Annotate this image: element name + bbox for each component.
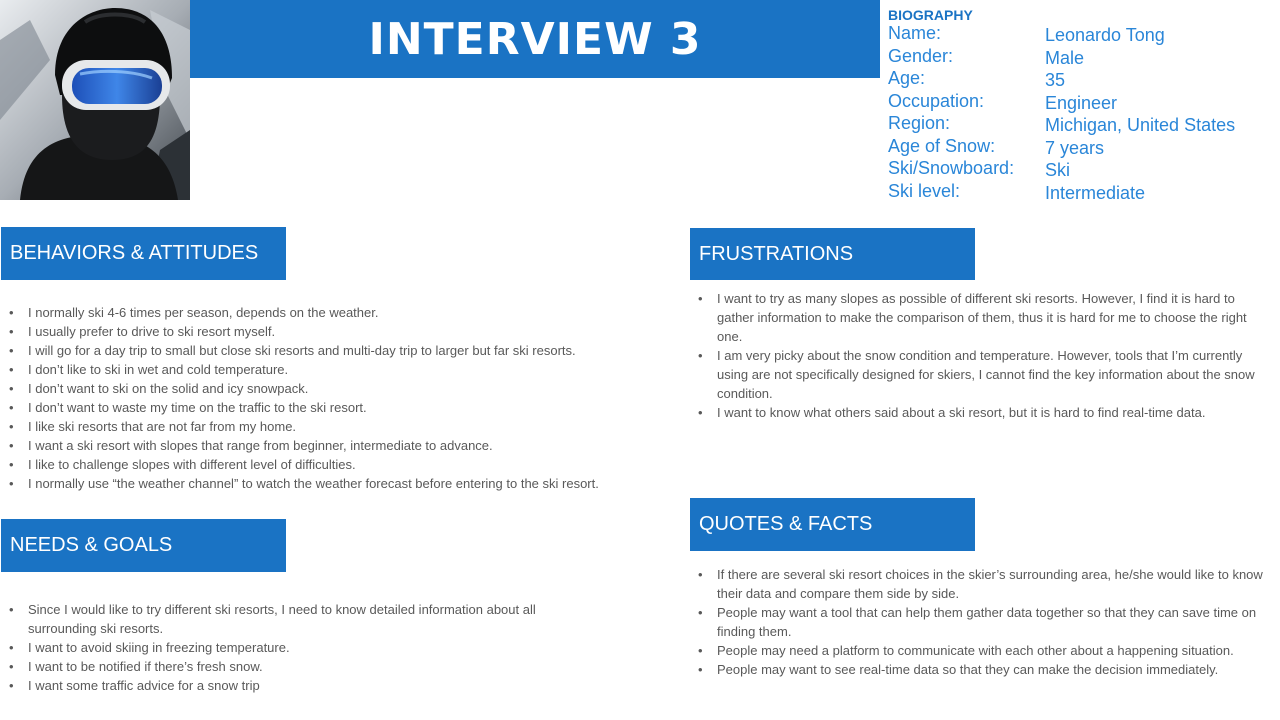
bio-label: Age: [888,68,926,88]
bio-row-age-of-snow [888,137,1278,160]
biography-heading: BIOGRAPHY [888,7,973,23]
bio-label: Ski/Snowboard: [888,158,1015,178]
frustrations-heading: FRUSTRATIONS [690,228,975,280]
frustrations-list [698,289,1270,422]
behaviors-heading: BEHAVIORS & ATTITUDES [1,227,286,280]
skier-portrait-image [0,0,190,200]
list-item: • People may want to see real-time data so that they can make the decision immediately. [698,660,1270,679]
bio-row-gender [888,47,1278,70]
list-item: • If there are several ski resort choices in the skier’s surrounding area, he/she would like to know their data and compare them side by side. [698,565,1270,603]
list-item: • I want a ski resort with slopes that range from beginner, intermediate to advance. [9,436,659,455]
list-item: • I usually prefer to drive to ski resort myself. [9,322,659,341]
page-title: INTERVIEW 3 [368,13,702,65]
bio-row-ski-snowboard [888,159,1278,182]
list-item: • Since I would like to try different ski resorts, I need to know detailed information about all surrounding ski resorts. [9,600,589,638]
bio-row-occupation [888,92,1278,115]
profile-photo [0,0,190,200]
bio-value: Leonardo Tong [1045,25,1165,45]
list-item: • I normally use “the weather channel” to watch the weather forecast before entering to the ski resort. [9,474,659,493]
list-item: • I want to know what others said about a ski resort, but it is hard to find real-time data. [698,403,1270,422]
bio-value: 35 [1045,70,1066,90]
bio-label: Name: [888,23,942,43]
list-item: • I am very picky about the snow condition and temperature. However, tools that I’m currently using are not specifically designed for skiers, I cannot find the key information about the snow condition. [698,346,1270,403]
bio-row-name [888,24,1278,47]
bio-row-age [888,69,1278,92]
bio-label: Gender: [888,45,954,66]
biography-panel [888,6,1278,204]
bio-value: 7 years [1045,137,1105,158]
quotes-heading: QUOTES & FACTS [690,498,975,551]
list-item: • I don’t want to ski on the solid and icy snowpack. [9,379,659,398]
bio-value: Male [1045,47,1085,68]
bio-row-ski-level [888,182,1278,205]
list-item: • People may need a platform to communicate with each other about a happening situation. [698,641,1270,660]
bio-label: Age of Snow: [888,135,996,156]
behaviors-list [9,303,659,493]
list-item: • I want some traffic advice for a snow trip [9,676,589,695]
list-item: • I want to avoid skiing in freezing temperature. [9,638,589,657]
list-item: • I like ski resorts that are not far from my home. [9,417,659,436]
bio-label: Occupation: [888,90,985,111]
bio-label: Ski level: [888,180,961,201]
quotes-list [698,565,1270,679]
bio-value: Intermediate [1045,182,1146,203]
list-item: • I will go for a day trip to small but close ski resorts and multi-day trip to larger but far ski resorts. [9,341,659,360]
bio-value: Engineer [1045,92,1118,113]
list-item: • I normally ski 4-6 times per season, depends on the weather. [9,303,659,322]
bio-row-region [888,114,1278,137]
list-item: • I like to challenge slopes with different level of difficulties. [9,455,659,474]
list-item: • I want to try as many slopes as possible of different ski resorts. However, I find it is hard to gather information to make the comparison of them, thus it is hard for me to choose the right one. [698,289,1270,346]
title-banner [190,0,880,78]
bio-value: Ski [1045,160,1071,180]
bio-label: Region: [888,113,951,133]
list-item: • I don’t want to waste my time on the traffic to the ski resort. [9,398,659,417]
list-item: • People may want a tool that can help them gather data together so that they can save time on finding them. [698,603,1270,641]
needs-list [9,600,589,695]
needs-heading: NEEDS & GOALS [1,519,286,572]
list-item: • I don’t like to ski in wet and cold temperature. [9,360,659,379]
list-item: • I want to be notified if there’s fresh snow. [9,657,589,676]
bio-value: Michigan, United States [1045,115,1236,135]
